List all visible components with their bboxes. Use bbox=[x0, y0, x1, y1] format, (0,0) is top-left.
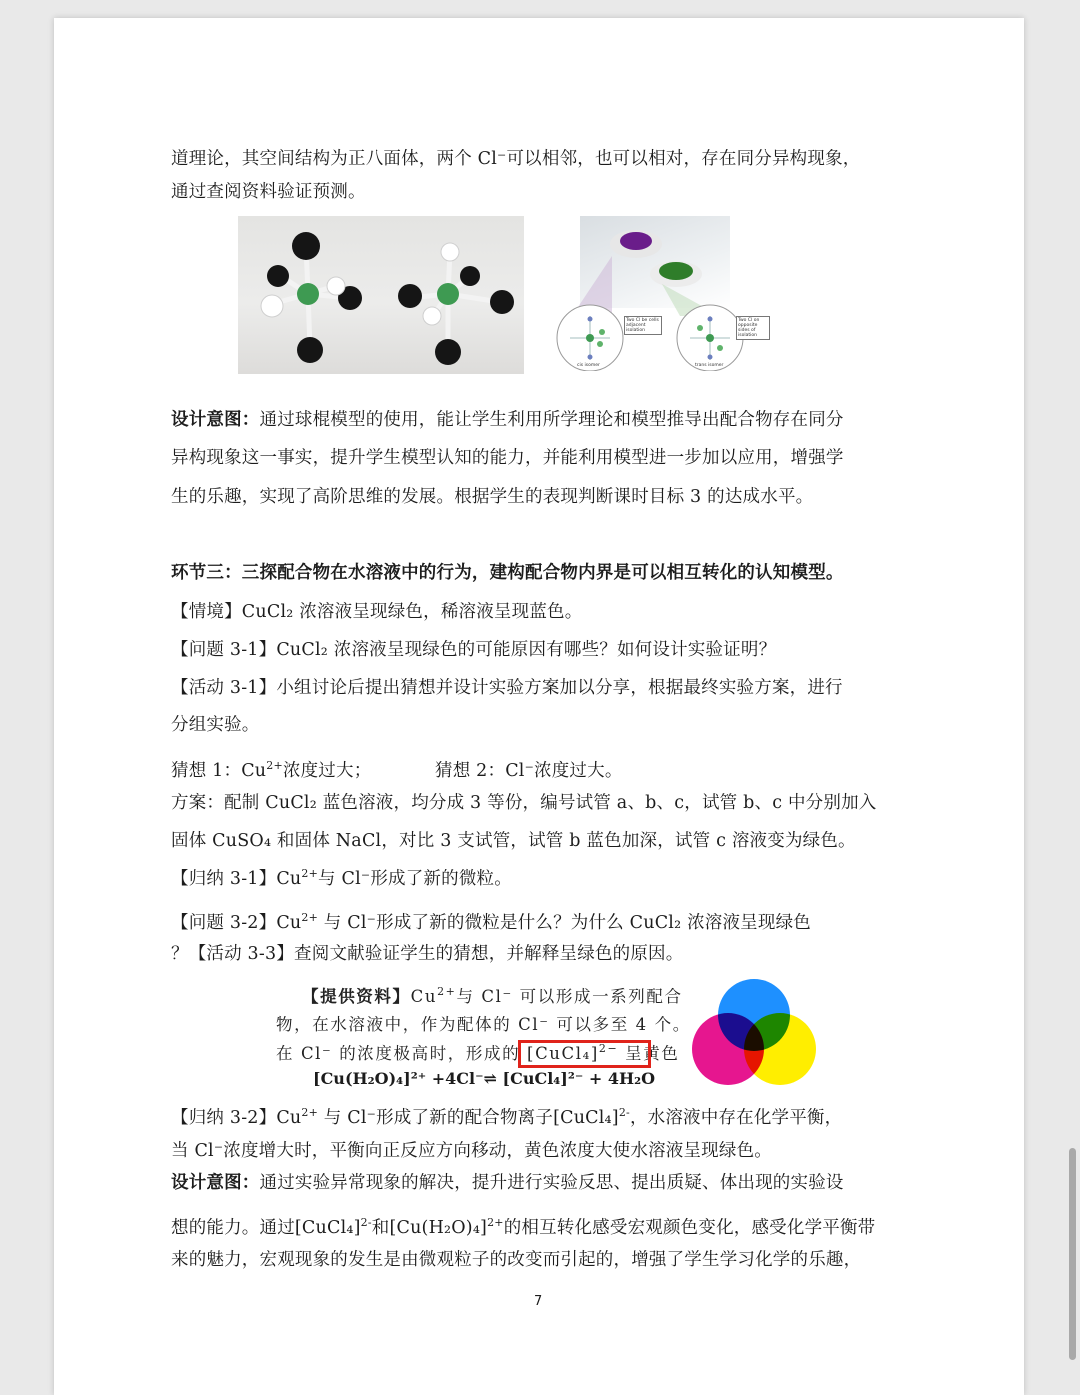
design-intent-2-line-3: 来的魅力，宏观现象的发生是由微观粒子的改变而引起的，增强了学生学习化学的乐趣， bbox=[171, 1250, 862, 1270]
ball-stick-model-photo bbox=[238, 216, 524, 374]
reference-line-1: 【提供资料】$Cu^{2+}$与 Cl⁻ 可以形成一系列配合 bbox=[302, 985, 683, 1006]
page-number: 7 bbox=[534, 1294, 543, 1309]
design-intent-1-line-3: 生的乐趣，实现了高阶思维的发展。根据学生的表现判断课时目标 3 的达成水平。 bbox=[171, 487, 814, 507]
trans-label-box: Two Cl on opposite sides of isolation bbox=[736, 316, 770, 340]
experiment-plan-line-2: 固体 CuSO₄ 和固体 NaCl，对比 3 支试管，试管 b 蓝色加深，试管 c 溶液变为绿色。 bbox=[171, 831, 856, 851]
design-intent-2: 设计意图：通过实验异常现象的解决，提升进行实验反思、提出质疑、体出现的实验设 bbox=[171, 1173, 844, 1193]
summary-3-2-line-2: 当 Cl⁻浓度增大时，平衡向正反应方向移动，黄色浓度大使水溶液呈现绿色。 bbox=[171, 1141, 772, 1161]
activity-3-1: 【活动 3-1】小组讨论后提出猜想并设计实验方案加以分享，根据最终实验方案，进行 bbox=[171, 678, 843, 698]
cis-label-box: Two Cl be cells adjacent isolation bbox=[624, 316, 662, 335]
reference-line-3: 在 Cl⁻ 的浓度极高时，形成的 [CuCl₄]$^{2-}$ 呈黄色 bbox=[276, 1042, 680, 1063]
summary-3-1: 【归纳 3-1】$Cu^{2+}$与 Cl⁻形成了新的微粒。 bbox=[171, 867, 512, 889]
question-3-1: 【问题 3-1】CuCl₂ 浓溶液呈现绿色的可能原因有哪些？如何设计实验证明？ bbox=[171, 640, 777, 660]
cis-caption: cis isomer bbox=[577, 363, 600, 368]
design-intent-1-line-2: 异构现象这一事实，提升学生模型认知的能力，并能利用模型进一步加以应用，增强学 bbox=[171, 448, 844, 468]
paragraph-line-2: 通过查阅资料验证预测。 bbox=[171, 182, 366, 202]
design-intent-2-line-2: 想的能力。通过[CuCl₄]$^{2-}$和$[Cu(H_2O)_4]^{2+}$的相互转化感受宏观颜色变化，感受化学平衡带 bbox=[171, 1216, 876, 1238]
reference-line-2: 物，在水溶液中，作为配体的 Cl⁻ 可以多至 4 个。 bbox=[276, 1015, 691, 1034]
design-intent-1: 设计意图：通过球棍模型的使用，能让学生利用所学理论和模型推导出配合物存在同分 bbox=[171, 410, 844, 430]
color-mixing-diagram bbox=[688, 975, 822, 1087]
summary-3-2: 【归纳 3-2】$Cu^{2+}$ 与 Cl⁻形成了新的配合物离子[CuCl₄]$^{2-}$，水溶液中存在化学平衡， bbox=[171, 1106, 843, 1128]
hypothesis-1: 猜想 1：$Cu^{2+}$浓度过大； bbox=[171, 759, 372, 781]
activity-3-1-line-2: 分组实验。 bbox=[171, 715, 260, 735]
hypothesis-2: 猜想 2：Cl⁻浓度过大。 bbox=[435, 761, 623, 781]
paragraph-line-1: 道理论，其空间结构为正八面体，两个 Cl⁻可以相邻，也可以相对，存在同分异构现象， bbox=[171, 149, 861, 169]
activity-3-3: ？【活动 3-3】查阅文献验证学生的猜想，并解释呈绿色的原因。 bbox=[171, 944, 684, 964]
design-intent-label: 设计意图： bbox=[171, 410, 260, 430]
design-intent-label: 设计意图： bbox=[171, 1173, 260, 1193]
question-3-2: 【问题 3-2】$Cu^{2+}$ 与 Cl⁻形成了新的微粒是什么？为什么 CuCl₂ 浓溶液呈现绿色 bbox=[171, 911, 811, 933]
section-3-heading: 环节三：三探配合物在水溶液中的行为，建构配合物内界是可以相互转化的认知模型。 bbox=[171, 563, 844, 583]
highlight-box bbox=[518, 1040, 651, 1068]
situation: 【情境】CuCl₂ 浓溶液呈现绿色，稀溶液呈现蓝色。 bbox=[171, 602, 583, 622]
experiment-plan: 方案：配制 CuCl₂ 蓝色溶液，均分成 3 等份，编号试管 a、b、c，试管 b、c 中分别加入 bbox=[171, 793, 877, 813]
crystal-structure-figure bbox=[552, 216, 772, 371]
equilibrium-equation: [Cu(H₂O)₄]²⁺ +4Cl⁻⇌ [CuCl₄]²⁻ + 4H₂O bbox=[313, 1069, 656, 1088]
vertical-scrollbar[interactable] bbox=[1069, 1148, 1076, 1360]
trans-caption: trans isomer bbox=[695, 363, 724, 368]
